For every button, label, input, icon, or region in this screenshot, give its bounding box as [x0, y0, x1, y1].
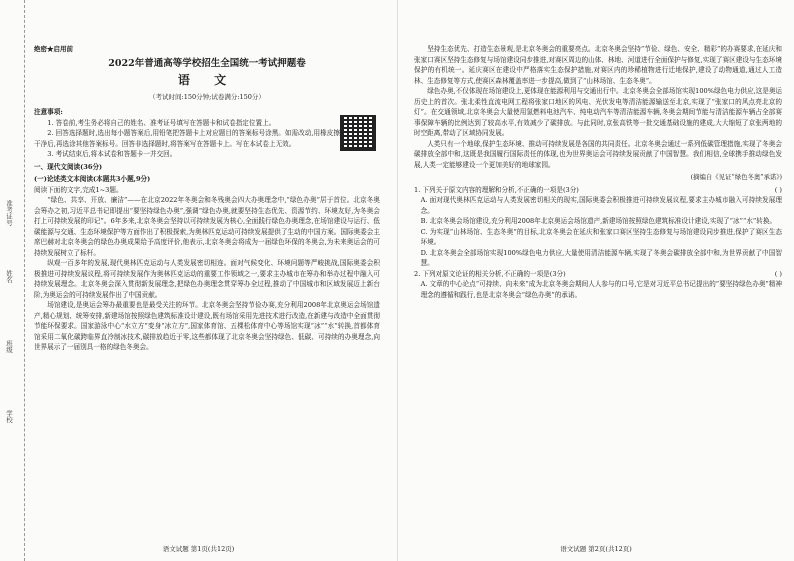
section-heading: 一、现代文阅读(36分) — [34, 162, 103, 171]
side-label-school: 学校 — [5, 410, 13, 423]
question-1-stem — [414, 185, 782, 196]
exam-page-2 — [397, 0, 794, 561]
subject-title: 语 文 — [177, 73, 237, 87]
side-label-exam-number: 准考证号 — [5, 200, 13, 226]
answer-parenthesis: ( ) — [774, 185, 782, 194]
passage-paragraph: 绿色办奥,不仅体现在场馆建设上,更体现在能源利用与交通出行中。北京冬奥会全部场馆实现100%绿色电力供应,这是奥运历史上的首次。张北柔性直流电网工程将张家口地区的风电、光伏发电等清洁能源输送至北京,实现了“张家口的风点亮北京的灯”。在交通领域,北京冬奥会大量使用氢燃料电池汽车、纯电动汽车等清洁能源车辆,冬奥会期间节能与清洁能源车辆占全部赛事保障车辆的比例达到了较高水平,有效减少了碳排放。与此同时,京张高铁等一批交通基础设施的建成,大大缩短了京张两地的时空距离,带动了区域协同发展。 — [414, 87, 783, 137]
sub-section-heading: (一)论述类文本阅读(本题共3小题,9分) — [34, 175, 151, 183]
option-c: C. 为实现“山林场馆、生态冬奥”的目标,北京冬奥会在延庆和张家口赛区坚持生态修复与场馆建设同步推进,保护了赛区生态环境。 — [420, 227, 782, 246]
option-a: A. 文章的中心论点“可持续、向未来”成为北京冬奥会期间人人参与的口号,它是对习近平总书记提出的“要坚持绿色办奥”精神理念的遵循和践行,也是北京冬奥会“绿色办奥”的承诺。 — [420, 280, 782, 299]
notice-heading: 注意事项: — [34, 108, 63, 116]
passage-paragraph: 纵观一百多年的发展,现代奥林匹克运动与人类发展密切相连。面对气候变化、环境问题等严峻挑战,国际奥委会积极推进可持续发展议程,将可持续发展作为奥林匹克运动的重要工作领域之一,要求主办城市在筹办和举办过程中融入可持续发展理念。北京冬奥会深入贯彻新发展理念,把绿色办奥理念贯穿筹办全过程,推动了中国城市和区域发展迈上新台阶,为奥运会的可持续发展作出了中国贡献。 — [34, 259, 380, 299]
secret-label: 绝密★启用前 — [34, 45, 73, 53]
question-2-text: 2. 下列对原文论证的相关分析,不正确的一项是(3分) — [414, 269, 566, 278]
notice-item: 2. 回答选择题时,选出每小题答案后,用铅笔把答题卡上对应题目的答案标号涂黑。如需改动,用橡皮擦干净后,再选涂其他答案标号。回答非选择题时,将答案写在答题卡上。写在本试卷上无效。 — [34, 129, 340, 148]
exam-title: 2022年普通高等学校招生全国统一考试押题卷 — [108, 57, 306, 69]
passage-paragraph: 人类只有一个地球,保护生态环境、推动可持续发展是各国的共同责任。北京冬奥会通过一系列低碳管理措施,实现了冬奥会碳排放全部中和,这既是我国履行国际责任的体现,也为世界奥运会可持续发展贡献了中国智慧。我们相信,全球携手推动绿色发展,人类一定能够建设一个更加美好的地球家园。 — [414, 139, 782, 169]
read-instruction: 阅读下面的文字,完成1~3题。 — [34, 185, 123, 194]
notice-item: 1. 答卷前,考生务必将自己的姓名、准考证号填写在答题卡和试卷指定位置上。 — [47, 118, 276, 127]
question-1-text: 1. 下列关于原文内容的理解和分析,不正确的一项是(3分) — [414, 185, 579, 194]
option-b: B. 北京冬奥会场馆建设,充分利用2008年北京奥运会场馆遗产,新建场馆按照绿色建筑标准设计建设,实现了“冰”“水”转换。 — [420, 217, 777, 225]
side-label-name: 姓名 — [5, 270, 13, 283]
passage-paragraph: “绿色、共享、开放、廉洁”——在北京2022年冬奥会和冬残奥会四大办奥理念中,“绿色办奥”居于首位。北京冬奥会筹办之初,习近平总书记即提出“要坚持绿色办奥”,强调“绿色办奥,就要坚持生态优先、资源节约、环境友好,为冬奥会打上可持续发展的印记”。6年多来,北京冬奥会坚持以可持续发展为核心,全面践行绿色办奥理念,在场馆建设与运行、低碳能源与交通、生态环境保护等方面作出了积极探索,为奥林匹克运动可持续发展提供了生动的中国方案。国际奥委会主席巴赫对北京冬奥会的绿色办奥成果给予高度评价,他表示,北京冬奥会将成为一届绿色环保的冬奥会,为未来奥运会的可持续发展树立了标杆。 — [34, 196, 380, 257]
qr-code-icon — [340, 115, 376, 151]
notice-item: 3. 考试结束后,将本试卷和答题卡一并交回。 — [47, 150, 177, 158]
source-note: (摘编自《见证“绿色冬奥”承诺》) — [690, 173, 782, 181]
passage-paragraph: 场馆建设,是奥运会筹办最重要也是最受关注的环节。北京冬奥会坚持节俭办赛,充分利用2008年北京奥运会场馆遗产,精心规划、统筹安排,新建场馆按照绿色建筑标准设计建设,既有场馆采用先进技术进行改造,在新建与改造中全面贯彻节能环保要求。国家游泳中心“水立方”变身“冰立方”,国家体育馆、五棵松体育中心等场馆实现“冰”“水”转换,首都体育馆采用二氧化碳跨临界直冷制冰技术,碳排放趋近于零,这些都体现了北京冬奥会坚持绿色、低碳、可持续的办奥理念,向世界展示了一届别具一格的绿色冬奥会。 — [34, 301, 380, 351]
notice-block — [34, 107, 380, 160]
page-footer: 语文试题 第2页(共12页) — [560, 545, 632, 553]
answer-parenthesis: ( ) — [774, 269, 782, 278]
option-d: D. 北京冬奥会全部场馆实现100%绿色电力供应,大量使用清洁能源车辆,实现了冬奥会碳排放全部中和,为世界贡献了中国智慧。 — [420, 248, 782, 267]
page-2-content — [414, 44, 782, 300]
side-label-class: 班级 — [5, 340, 13, 353]
binding-margin — [0, 0, 25, 561]
question-2-stem — [414, 269, 782, 280]
exam-time-line: （考试时间:150分钟;试卷满分:150分） — [149, 92, 265, 101]
page-footer: 语文试题 第1页(共12页) — [162, 545, 235, 553]
option-a: A. 面对现代奥林匹克运动与人类发展密切相关的现实,国际奥委会积极推进可持续发展议程,要求主办城市融入可持续发展理念。 — [420, 196, 782, 215]
page-1-content — [34, 44, 380, 353]
passage-paragraph: 坚持生态优先、打造生态景观,是北京冬奥会的重要亮点。北京冬奥会坚持“节俭、绿色、安全、精彩”的办赛要求,在延庆和张家口赛区坚持生态修复与场馆建设同步推进,对赛区周边的山体、林地、河道进行全面保护与修复,实现了赛区建设与生态环境保护的有机统一。延庆赛区在建设中严格落实生态保护措施,对赛区内的珍稀植物进行迁地保护,建设了动物通道,通过人工造林、生态修复等方式,使赛区森林覆盖率进一步提高,做到了“山林场馆、生态冬奥”。 — [414, 45, 782, 85]
